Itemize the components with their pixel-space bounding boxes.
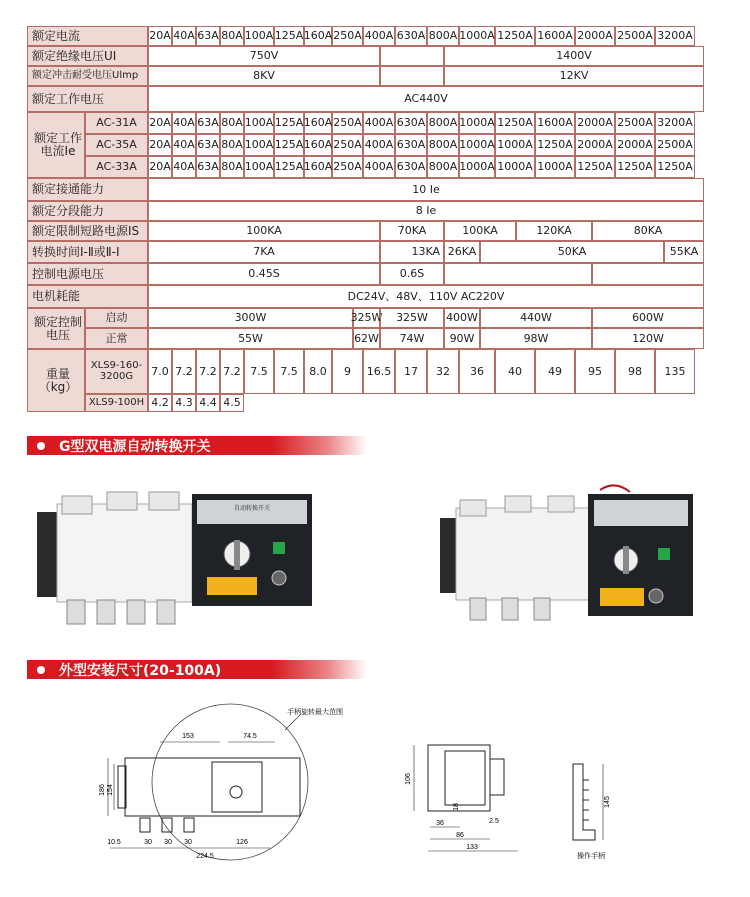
dim-224-5: 224.5 — [196, 853, 214, 860]
control-voltage-1: 0.45S — [148, 263, 380, 285]
row-label-control-voltage: 控制电源电压 — [27, 263, 148, 285]
impulse-voltage-low: 8KV — [148, 66, 380, 86]
short-circuit-1: 100KA — [148, 221, 380, 241]
dim-126: 126 — [236, 839, 248, 846]
weight-cell: 36 — [459, 349, 495, 394]
start-power-3: 325W — [380, 308, 444, 328]
impulse-voltage-gap — [380, 66, 444, 86]
working-current-cell: 800A — [427, 156, 459, 178]
weight-cell: 95 — [575, 349, 615, 394]
section-title: G型双电源自动转换开关 — [59, 438, 211, 455]
row-label-making-capacity: 额定接通能力 — [27, 178, 148, 201]
normal-power-2: 62W — [353, 328, 380, 349]
weight-cell: 9 — [332, 349, 363, 394]
rated-current-cell: 800A — [427, 26, 459, 46]
rated-current-cell: 400A — [363, 26, 395, 46]
rated-current-cell: 20A — [148, 26, 172, 46]
transfer-time-2: 13KA — [380, 241, 444, 263]
row-label-breaking-capacity: 额定分段能力 — [27, 201, 148, 221]
working-current-cell: 400A — [363, 134, 395, 156]
working-current-cell: 1000A — [495, 156, 535, 178]
normal-power-3: 74W — [380, 328, 444, 349]
breaking-capacity-value: 8 Ie — [148, 201, 704, 221]
rated-current-cell: 630A — [395, 26, 427, 46]
working-current-cell: 630A — [395, 156, 427, 178]
working-current-cell: 40A — [172, 156, 196, 178]
working-current-cell: 630A — [395, 134, 427, 156]
working-current-cell: 20A — [148, 134, 172, 156]
working-current-cell: 1000A — [459, 134, 495, 156]
spec-table — [27, 26, 704, 412]
transfer-time-3: 26KA — [444, 241, 480, 263]
dim-36: 36 — [436, 820, 444, 827]
dim-74-5: 74.5 — [243, 733, 257, 740]
impulse-voltage-high: 12KV — [444, 66, 704, 86]
weight-cell: 7.5 — [274, 349, 304, 394]
normal-power-1: 55W — [148, 328, 353, 349]
rated-current-cell: 1000A — [459, 26, 495, 46]
short-circuit-4: 120KA — [516, 221, 592, 241]
working-current-cell: 80A — [220, 112, 244, 134]
normal-power-5: 98W — [480, 328, 592, 349]
weight-cell: 32 — [427, 349, 459, 394]
handle-drawing — [565, 760, 625, 865]
dim-186: 186 — [99, 784, 106, 796]
dim-10-5: 10.5 — [107, 839, 121, 846]
dim-30-c: 30 — [184, 839, 192, 846]
working-current-cell: 1250A — [535, 134, 575, 156]
weight-cell: 7.2 — [196, 349, 220, 394]
weight-cell: 7.5 — [244, 349, 274, 394]
subrow-label-ac35a: AC-35A — [85, 134, 148, 156]
rated-current-cell: 2500A — [615, 26, 655, 46]
side-view-drawing — [400, 735, 525, 860]
rated-current-cell: 125A — [274, 26, 304, 46]
working-current-cell: 20A — [148, 112, 172, 134]
bullet-icon — [37, 442, 45, 450]
working-current-cell: 1250A — [615, 156, 655, 178]
transfer-time-4: 50KA — [480, 241, 664, 263]
weight-cell: 135 — [655, 349, 695, 394]
working-current-cell: 100A — [244, 156, 274, 178]
dim-30-a: 30 — [144, 839, 152, 846]
working-current-cell: 250A — [332, 156, 363, 178]
working-current-cell: 2000A — [615, 134, 655, 156]
weight-cell: 17 — [395, 349, 427, 394]
working-current-cell: 250A — [332, 134, 363, 156]
working-current-cell: 63A — [196, 134, 220, 156]
rated-current-cell: 3200A — [655, 26, 695, 46]
weight-cell: 4.3 — [172, 394, 196, 412]
product-photo-small — [430, 478, 700, 628]
dim-154: 154 — [107, 784, 114, 796]
product-photo-large — [27, 482, 327, 637]
rated-current-cell: 2000A — [575, 26, 615, 46]
start-power-4: 400W — [444, 308, 480, 328]
insulation-voltage-gap — [380, 46, 444, 66]
rated-current-cell: 160A — [304, 26, 332, 46]
working-current-cell: 1000A — [459, 112, 495, 134]
working-current-cell: 800A — [427, 112, 459, 134]
working-voltage-value: AC440V — [148, 86, 704, 112]
front-view-drawing — [100, 700, 345, 865]
section-header-dimensions — [27, 660, 367, 679]
dim-86: 86 — [456, 832, 464, 839]
working-current-cell: 100A — [244, 134, 274, 156]
short-circuit-3: 100KA — [444, 221, 516, 241]
normal-power-6: 120W — [592, 328, 704, 349]
weight-cell: 40 — [495, 349, 535, 394]
working-current-cell: 80A — [220, 134, 244, 156]
working-current-cell: 40A — [172, 112, 196, 134]
transfer-time-1: 7KA — [148, 241, 380, 263]
weight-cell: 8.0 — [304, 349, 332, 394]
dim-2-5: 2.5 — [489, 818, 499, 825]
bullet-icon — [37, 666, 45, 674]
working-current-cell: 2500A — [615, 112, 655, 134]
working-current-cell: 630A — [395, 112, 427, 134]
rated-current-cell: 80A — [220, 26, 244, 46]
weight-cell: 98 — [615, 349, 655, 394]
control-voltage-4 — [592, 263, 704, 285]
handle-caption: 操作手柄 — [577, 853, 605, 860]
weight-cell: 7.2 — [220, 349, 244, 394]
product-label-text: 自动转换开关 — [233, 505, 271, 512]
row-label-working-current: 额定工作电流Ie — [27, 112, 85, 178]
weight-cell: 7.2 — [172, 349, 196, 394]
control-voltage-2: 0.6S — [380, 263, 444, 285]
rated-current-cell: 1250A — [495, 26, 535, 46]
working-current-cell: 125A — [274, 156, 304, 178]
working-current-cell: 400A — [363, 156, 395, 178]
start-power-5: 440W — [480, 308, 592, 328]
dim-106: 106 — [405, 773, 412, 785]
short-circuit-2: 70KA — [380, 221, 444, 241]
control-voltage-3 — [444, 263, 592, 285]
start-power-1: 300W — [148, 308, 353, 328]
making-capacity-value: 10 Ie — [148, 178, 704, 201]
weight-cell: 4.5 — [220, 394, 244, 412]
weight-cell: 7.0 — [148, 349, 172, 394]
dim-18: 18 — [453, 803, 460, 811]
insulation-voltage-high: 1400V — [444, 46, 704, 66]
working-current-cell: 80A — [220, 156, 244, 178]
row-label-rated-current: 额定电流 — [27, 26, 148, 46]
short-circuit-5: 80KA — [592, 221, 704, 241]
working-current-cell: 20A — [148, 156, 172, 178]
working-current-cell: 1000A — [495, 134, 535, 156]
weight-cell: 4.4 — [196, 394, 220, 412]
motor-power-value: DC24V、48V、110V AC220V — [148, 285, 704, 308]
working-current-cell: 3200A — [655, 112, 695, 134]
weight-cell: 4.2 — [148, 394, 172, 412]
rated-current-cell: 63A — [196, 26, 220, 46]
working-current-cell: 2000A — [575, 112, 615, 134]
row-label-insulation-voltage: 额定绝缘电压UI — [27, 46, 148, 66]
weight-cell: 49 — [535, 349, 575, 394]
section-header-g-type — [27, 436, 367, 455]
subrow-label-ac31a: AC-31A — [85, 112, 148, 134]
row-label-motor-power: 电机耗能 — [27, 285, 148, 308]
subrow-label-model-100h: XLS9-100H — [85, 394, 148, 412]
normal-power-4: 90W — [444, 328, 480, 349]
row-label-working-voltage: 额定工作电压 — [27, 86, 148, 112]
row-label-short-circuit: 额定限制短路电源IS — [27, 221, 148, 241]
rated-current-cell: 1600A — [535, 26, 575, 46]
start-power-2: 325W — [353, 308, 380, 328]
working-current-cell: 63A — [196, 156, 220, 178]
dim-133: 133 — [466, 844, 478, 851]
working-current-cell: 1250A — [495, 112, 535, 134]
working-current-cell: 1250A — [655, 156, 695, 178]
subrow-label-start: 启动 — [85, 308, 148, 328]
working-current-cell: 1000A — [535, 156, 575, 178]
rated-current-cell: 100A — [244, 26, 274, 46]
subrow-label-normal: 正常 — [85, 328, 148, 349]
working-current-cell: 2000A — [575, 134, 615, 156]
working-current-cell: 40A — [172, 134, 196, 156]
subrow-label-model-160: XLS9-160-3200G — [85, 349, 148, 394]
working-current-cell: 800A — [427, 134, 459, 156]
working-current-cell: 63A — [196, 112, 220, 134]
working-current-cell: 1600A — [535, 112, 575, 134]
working-current-cell: 1000A — [459, 156, 495, 178]
subrow-label-ac33a: AC-33A — [85, 156, 148, 178]
rated-current-cell: 40A — [172, 26, 196, 46]
section-title: 外型安装尺寸(20-100A) — [59, 662, 222, 679]
start-power-6: 600W — [592, 308, 704, 328]
working-current-cell: 2500A — [655, 134, 695, 156]
working-current-cell: 250A — [332, 112, 363, 134]
working-current-cell: 160A — [304, 156, 332, 178]
rotation-annotation: 手柄旋转最大范围 — [287, 709, 343, 716]
weight-cell: 16.5 — [363, 349, 395, 394]
working-current-cell: 160A — [304, 134, 332, 156]
row-label-transfer-time: 转换时间I-Ⅱ或Ⅱ-I — [27, 241, 148, 263]
working-current-cell: 125A — [274, 112, 304, 134]
working-current-cell: 400A — [363, 112, 395, 134]
dim-30-b: 30 — [164, 839, 172, 846]
row-label-rated-control-voltage: 额定控制电压 — [27, 308, 85, 349]
dim-153: 153 — [182, 733, 194, 740]
working-current-cell: 100A — [244, 112, 274, 134]
row-label-weight: 重量（kg） — [27, 349, 85, 412]
working-current-cell: 160A — [304, 112, 332, 134]
rated-current-cell: 250A — [332, 26, 363, 46]
row-label-impulse-voltage: 额定冲击耐受电压Ulmp — [27, 66, 148, 86]
dim-145: 145 — [604, 796, 611, 808]
working-current-cell: 125A — [274, 134, 304, 156]
working-current-cell: 1250A — [575, 156, 615, 178]
transfer-time-5: 55KA — [664, 241, 704, 263]
insulation-voltage-low: 750V — [148, 46, 380, 66]
